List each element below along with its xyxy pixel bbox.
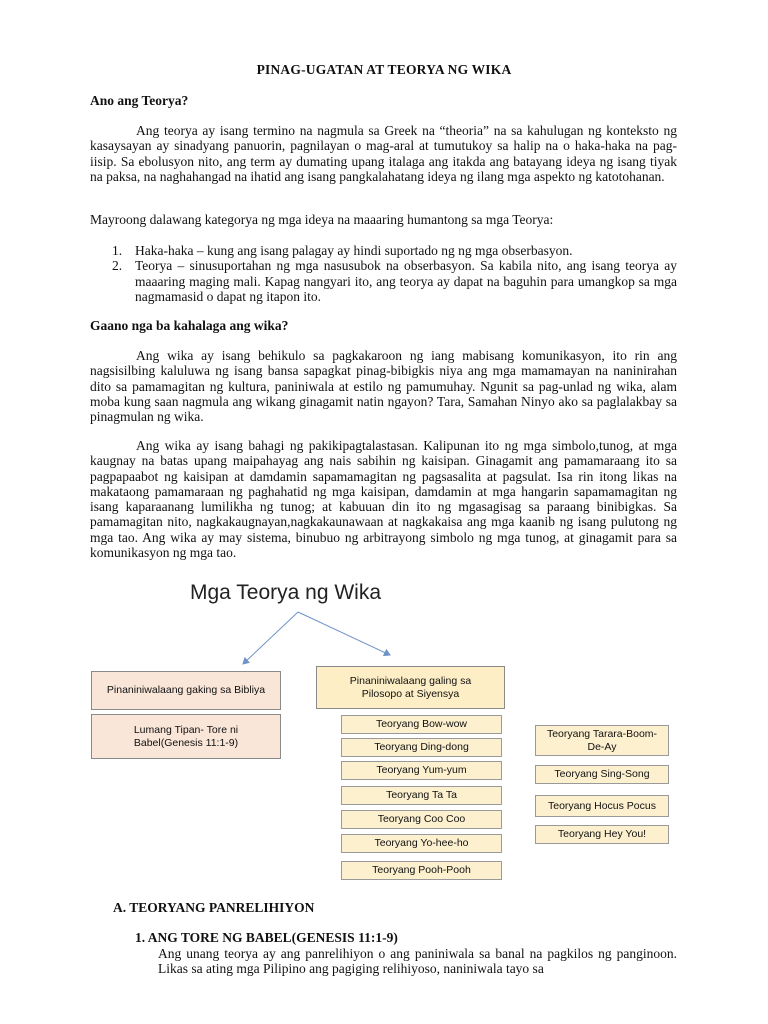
paragraph-panrelihiyon: Ang unang teorya ay ang panrelihiyon o ang paniniwala sa banal na pagkilos ng panginoon. Likas sa ating mga Pilipino ang pagiging relihiyoso, naniniwala tayo sa [158,946,677,977]
diagram-title: Mga Teorya ng Wika [190,581,382,604]
theory-box-sing-song: Teoryang Sing-Song [535,765,669,784]
paragraph-teorya-definition: Ang teorya ay isang termino na nagmula sa Greek na “theoria” na sa kahulugan ng konteksto ng kasaysayan ay sinadyang panuorin, pagnilayan o mag-aral at tumutukoy sa halip na o haka-haka na pag-iisip. Sa ebolusyon nito, ang term ay dumating upang italaga ang itakda ang batayang ideya ng isang tiyak na paksa, na naghahangad na ihatid ang isang pangkalahatang ideya ng ilang mga aspekto ng katotohanan. [90,123,677,184]
theory-box-ding-dong: Teoryang Ding-dong [341,738,502,757]
kategorya-list [90,243,677,304]
theory-box-hey-you: Teoryang Hey You! [535,825,669,844]
heading-kahalaga-ng-wika: Gaano nga ba kahalaga ang wika? [90,318,289,333]
theory-box-pooh-pooh: Teoryang Pooh-Pooh [341,861,502,880]
list-item-text: Haka-haka – kung ang isang palagay ay hindi suportado ng ng mga obserbasyon. [135,243,573,258]
theory-box-yum-yum: Teoryang Yum-yum [341,761,502,780]
paragraph-kategorya-intro: Mayroong dalawang kategorya ng mga ideya na maaaring humantong sa mga Teorya: [90,212,554,227]
theory-box-bow-wow: Teoryang Bow-wow [341,715,502,734]
paragraph-wika-bahagi: Ang wika ay isang bahagi ng pakikipagtalastasan. Kalipunan ito ng mga simbolo,tunog, at mga kaugnay na batas upang maipahayag ang nais sabihin ng kaisipan. Ginagamit ang pamamaraang ito sa pagpapaabot ng kaisipan at damdamin sapamamagitan ng pagsasalita at pagsulat. Isa rin itong likas na makataong pamamaraan ng paghahatid ng mga kaisipan, damdamin at mga hangarin sapamamagitan ng isang kaparaanang lumilikha ng tunog; at kabuuan din ito ng mgasagisag sa paraang binibigkas. Sa pamamagitan nito, nagkakaugnayan,nagkakaunawaan at nagkakaisa ang mga kaanib ng isang pulutong ng mga tao. Ang wika ay may sistema, binubuo ng arbitrayong simbolo ng mga tunog, at ginagamit para sa komunikasyon ng mga tao. [90,438,677,561]
heading-ano-ang-teorya: Ano ang Teorya? [90,93,189,108]
theory-box-tarara-boom-de-ay: Teoryang Tarara-Boom-De-Ay [535,725,669,756]
page-title: PINAG-UGATAN AT TEORYA NG WIKA [256,62,512,77]
section-heading-panrelihiyon: A. TEORYANG PANRELIHIYON [113,900,315,915]
arrow-to-bible [243,612,298,664]
list-item-text: Teorya – sinusuportahan ng mga nasusubok na obserbasyon. Sa kabila nito, ang isang teorya ay maaaring maging mali. Kapag nangyari ito, ang teorya ay dapat na baguhin para umangkop sa mga nagmamasid o dapat ng itapon ito. [135,258,677,304]
list-item-number: 1. [112,243,123,258]
theory-box-yo-hee-ho: Teoryang Yo-hee-ho [341,834,502,853]
list-item-number: 2. [112,258,123,274]
paragraph-wika-behikulo: Ang wika ay isang behikulo sa pagkakaroon ng iang mabisang komunikasyon, ito rin ang nagsisilbing kaluluwa ng isang bansa sapagkat pinag-bibigkis niya ang mga mamamayan na naninirahan dito sa pamamagitan ng kultura, paniniwala at estilo ng pamumuhay. Ngunit sa pag-unlad ng wika, alam moba kung saan nagmula ang wikang ginagamit natin ngayon? Tara, Samahan Ninyo ako sa paglalakbay sa pinagmulan ng wika. [90,348,677,425]
theory-box-ta-ta: Teoryang Ta Ta [341,786,502,805]
box-pilosopo-siyensya: Pinaniniwalaang galing sa Pilosopo at Siyensya [316,666,505,709]
box-tore-ni-babel: Lumang Tipan- Tore ni Babel(Genesis 11:1-9) [91,714,281,759]
subheading-tore-ng-babel: 1. ANG TORE NG BABEL(GENESIS 11:1-9) [135,930,398,945]
list-item [90,243,677,258]
box-bibliya: Pinaniniwalaang gaking sa Bibliya [91,671,281,710]
arrow-to-philosophy [298,612,390,655]
theory-box-hocus-pocus: Teoryang Hocus Pocus [535,795,669,817]
list-item [90,258,677,304]
theory-box-coo-coo: Teoryang Coo Coo [341,810,502,829]
